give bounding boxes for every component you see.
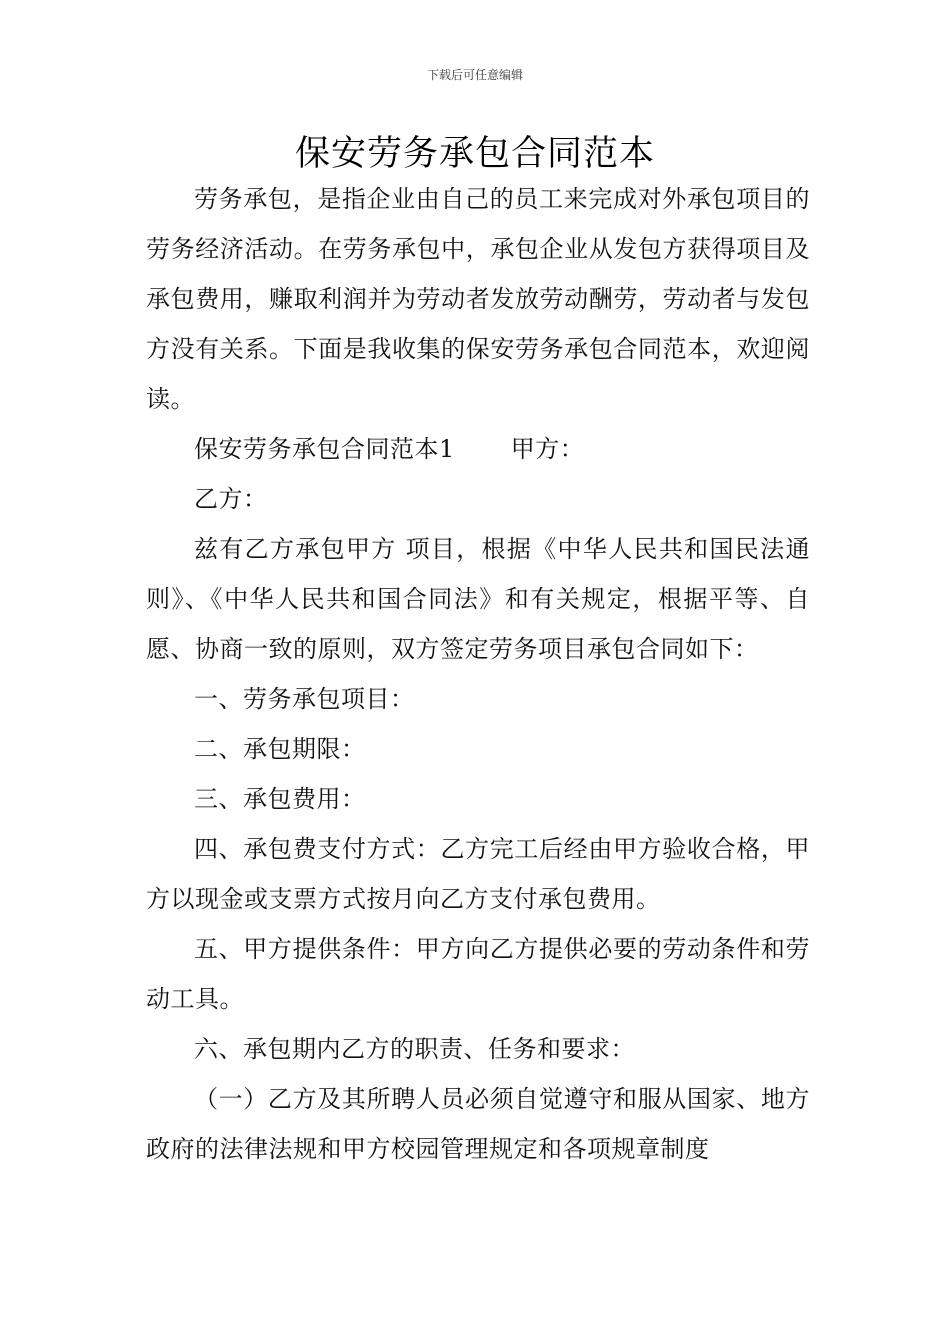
paragraph-item-6: 六、承包期内乙方的职责、任务和要求： (194, 1035, 635, 1063)
paragraph-item-2: 二、承包期限： (194, 735, 366, 763)
paragraph-item-4: 四、承包费支付方式：乙方完工后经由甲方验收合格，甲方以现金或支票方式按月向乙方支付承包费用。 (146, 835, 810, 913)
paragraph-preamble: 兹有乙方承包甲方 项目，根据《中华人民共和国民法通则》、《中华人民共和国合同法》和有关规定，根据平等、自愿、协商一致的原则，双方签定劳务项目承包合同如下： (146, 535, 810, 663)
document-body (146, 174, 810, 1174)
paragraph-sample-heading (146, 424, 810, 474)
paragraph-item-1: 一、劳务承包项目： (194, 685, 415, 713)
paragraph-intro: 劳务承包，是指企业由自己的员工来完成对外承包项目的劳务经济活动。在劳务承包中，承包企业从发包方获得项目及承包费用，赚取利润并为劳动者发放劳动酬劳，劳动者与发包方没有关系。下面是我收集的保安劳务承包合同范本，欢迎阅读。 (146, 185, 810, 413)
paragraph-item-3: 三、承包费用： (194, 785, 366, 813)
sample-heading: 保安劳务承包合同范本1 (194, 435, 455, 463)
paragraph-party-b: 乙方： (194, 485, 268, 513)
paragraph-item-6-1: （一）乙方及其所聘人员必须自觉遵守和服从国家、地方政府的法律法规和甲方校园管理规定和各项规章制度 (146, 1085, 810, 1163)
paragraph-item-5: 五、甲方提供条件：甲方向乙方提供必要的劳动条件和劳动工具。 (146, 935, 810, 1013)
document-title: 保安劳务承包合同范本 (294, 134, 655, 174)
party-a-label: 甲方： (510, 435, 585, 463)
header-note: 下载后可任意编辑 (426, 68, 523, 82)
